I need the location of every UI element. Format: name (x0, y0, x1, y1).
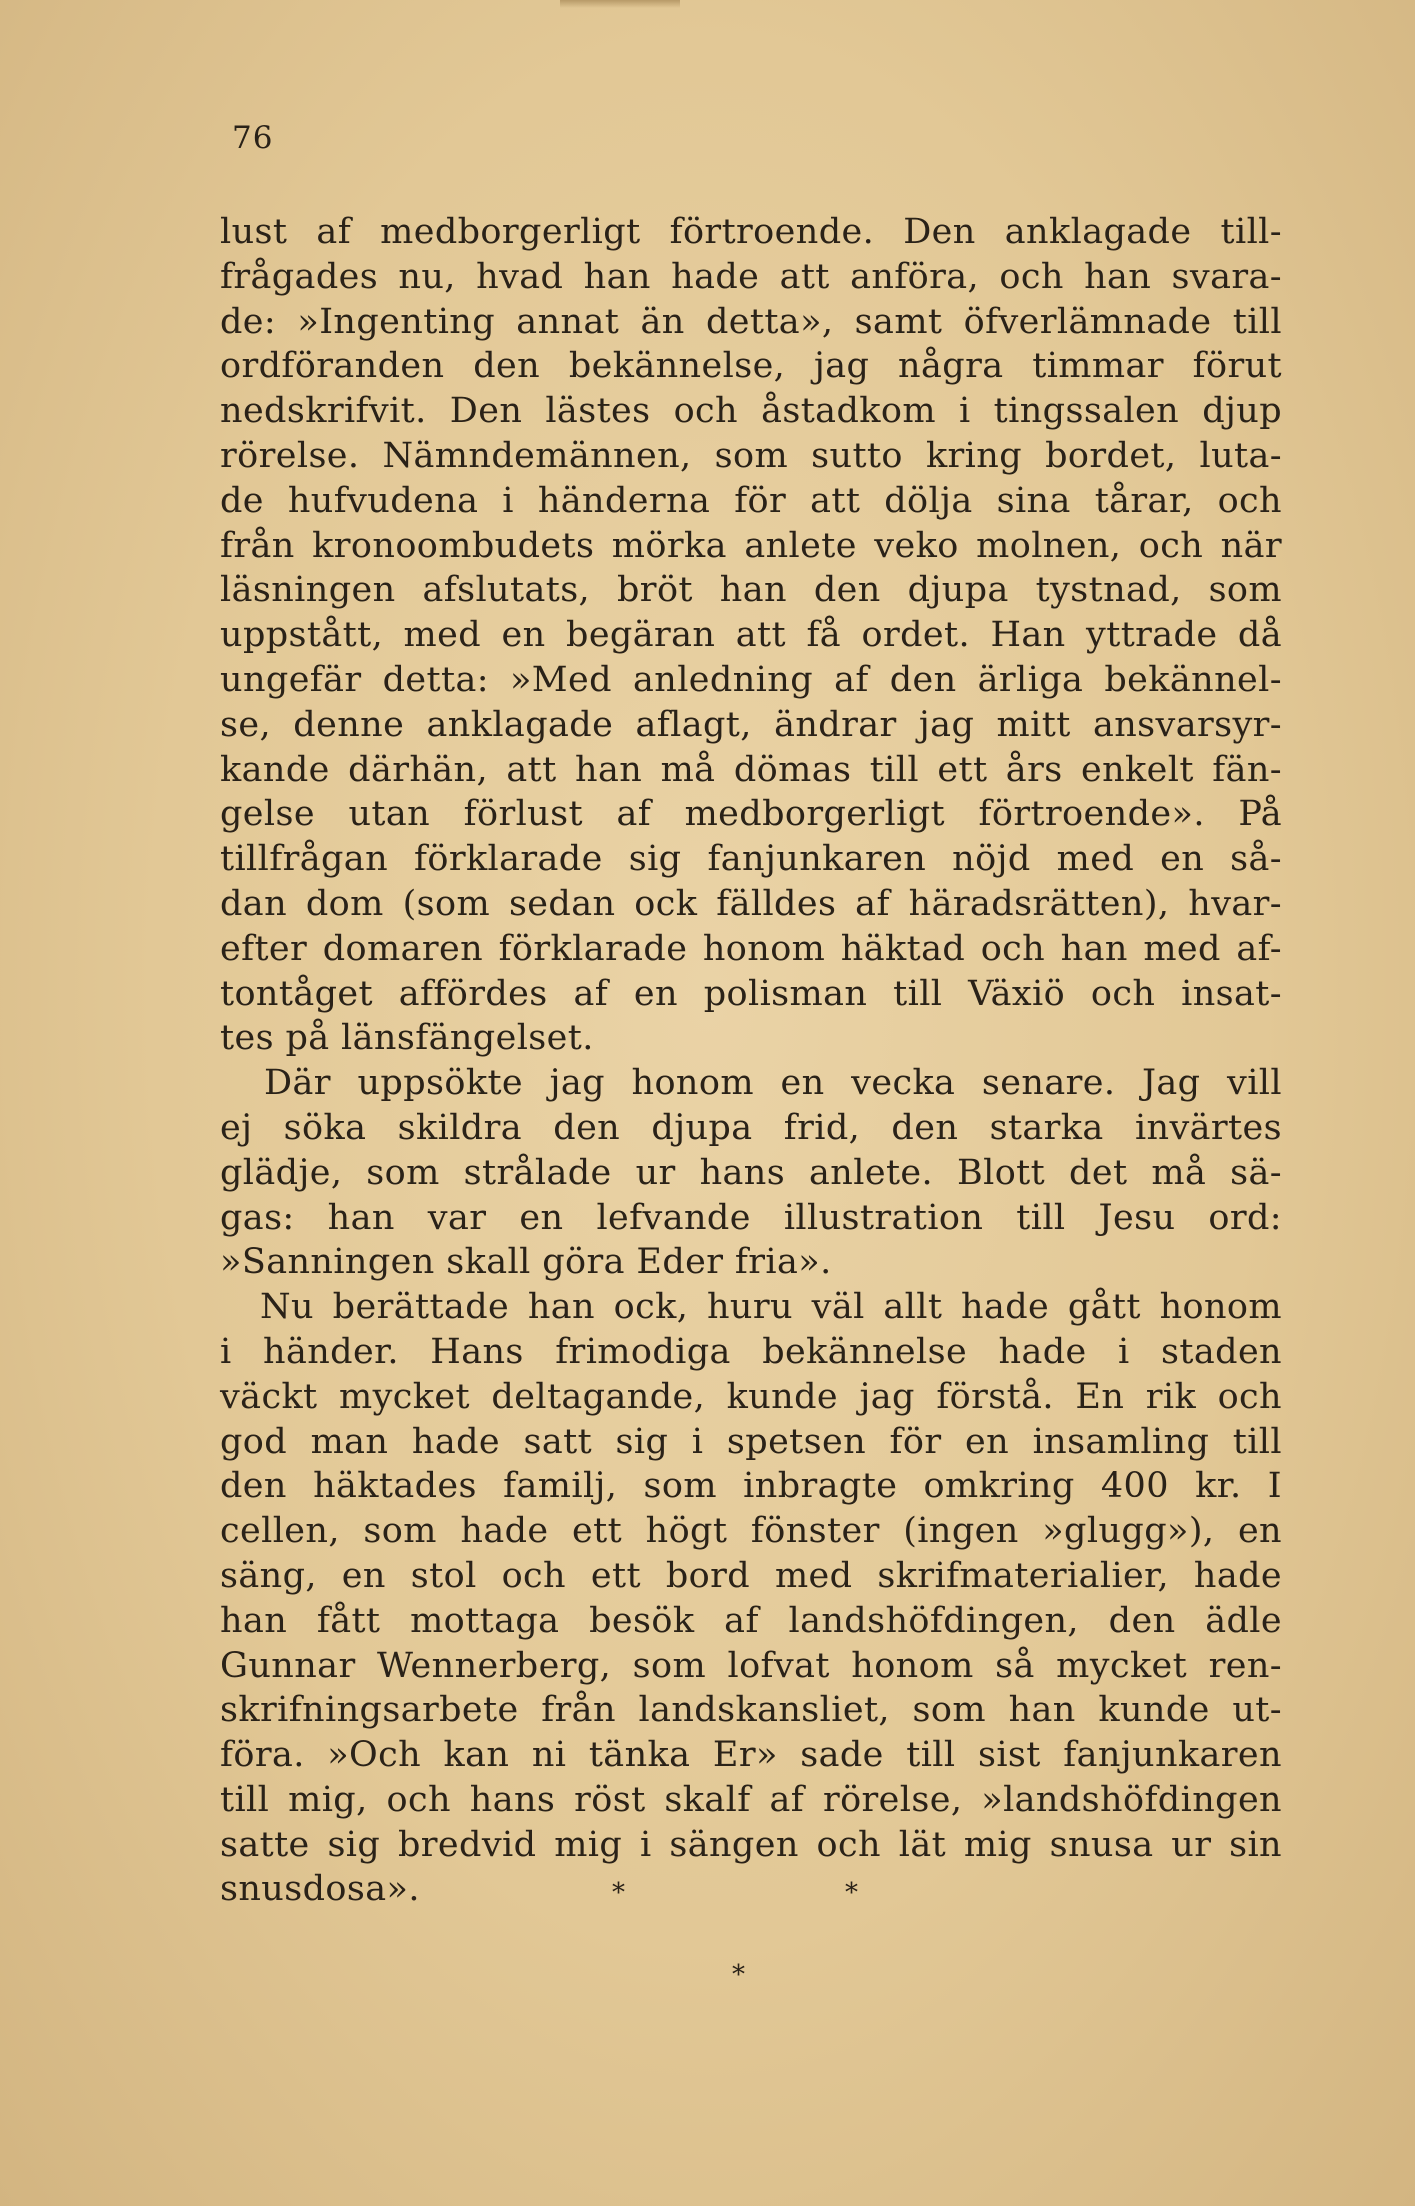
text-line-10: uppstått, med en begäran att få ordet. Han yttrade då (220, 615, 1282, 656)
text-line-12: se, denne anklagade aflagt, ändrar jag mitt ansvarsyr- (220, 704, 1282, 745)
text-line-26: i händer. Hans frimodiga bekännelse hade i staden (220, 1331, 1282, 1372)
text-line-2: frågades nu, hvad han hade att anföra, och han svara- (220, 256, 1282, 297)
text-line-34: skrifningsarbete från landskansliet, som han kunde ut- (220, 1690, 1282, 1731)
text-line-27: väckt mycket deltagande, kunde jag förstå. En rik och (220, 1376, 1282, 1417)
text-line-35: föra. »Och kan ni tänka Er» sade till sist fanjunkaren (220, 1735, 1282, 1776)
text-line-13: kande därhän, att han må dömas till ett års enkelt fän- (220, 749, 1282, 790)
text-line-14: gelse utan förlust af medborgerligt förtroende». På (220, 794, 1282, 835)
text-line-18: tontåget affördes af en polisman till Växiö och insat- (220, 973, 1282, 1014)
text-line-37: satte sig bredvid mig i sängen och lät mig snusa ur sin (220, 1824, 1282, 1865)
text-line-22: glädje, som strålade ur hans anlete. Blott det må sä- (220, 1152, 1282, 1193)
text-line-25: Nu berättade han ock, huru väl allt hade gått honom (260, 1287, 1282, 1328)
text-line-5: nedskrifvit. Den lästes och åstadkom i tingssalen djup (220, 391, 1282, 432)
text-line-30: cellen, som hade ett högt fönster (ingen »glugg»), en (220, 1511, 1282, 1552)
text-line-28: god man hade satt sig i spetsen för en insamling till (220, 1421, 1282, 1462)
text-line-9: läsningen afslutats, bröt han den djupa tystnad, som (220, 570, 1282, 611)
page-number: 76 (232, 120, 274, 156)
page-edge-tear (560, 0, 680, 8)
text-line-19: tes på länsfängelset. (220, 1018, 594, 1059)
asterisk-bottom: * (732, 1960, 745, 1990)
text-line-7: de hufvudena i händerna för att dölja sina tårar, och (220, 480, 1282, 521)
text-line-17: efter domaren förklarade honom häktad och han med af- (220, 928, 1282, 969)
text-line-24: »Sanningen skall göra Eder fria». (220, 1242, 832, 1283)
text-line-31: säng, en stol och ett bord med skrifmaterialier, hade (220, 1555, 1282, 1596)
text-line-29: den häktades familj, som inbragte omkring 400 kr. I (220, 1466, 1282, 1507)
asterisk-right: * (845, 1878, 858, 1908)
text-line-3: de: »Ingenting annat än detta», samt öfverlämnade till (220, 301, 1282, 342)
text-line-6: rörelse. Nämndemännen, som sutto kring bordet, luta- (220, 435, 1282, 476)
page-body-text (220, 210, 1282, 1912)
text-line-8: från kronoombudets mörka anlete veko molnen, och när (220, 525, 1282, 566)
text-line-23: gas: han var en lefvande illustration till Jesu ord: (220, 1197, 1282, 1238)
text-line-1: lust af medborgerligt förtroende. Den anklagade till- (220, 212, 1282, 252)
text-line-4: ordföranden den bekännelse, jag några timmar förut (220, 346, 1282, 387)
text-line-32: han fått mottaga besök af landshöfdingen, den ädle (220, 1600, 1282, 1641)
text-line-21: ej söka skildra den djupa frid, den starka invärtes (220, 1107, 1282, 1148)
text-line-20: Där uppsökte jag honom en vecka senare. Jag vill (264, 1063, 1282, 1104)
text-line-36: till mig, och hans röst skalf af rörelse, »landshöfdingen (220, 1779, 1282, 1820)
text-line-11: ungefär detta: »Med anledning af den ärliga bekännel- (220, 659, 1282, 700)
text-line-15: tillfrågan förklarade sig fanjunkaren nöjd med en så- (220, 839, 1282, 880)
text-line-38: snusdosa». (220, 1869, 420, 1910)
text-line-16: dan dom (som sedan ock fälldes af häradsrätten), hvar- (220, 883, 1282, 924)
text-line-33: Gunnar Wennerberg, som lofvat honom så mycket ren- (220, 1645, 1282, 1686)
asterisk-left: * (612, 1878, 625, 1908)
